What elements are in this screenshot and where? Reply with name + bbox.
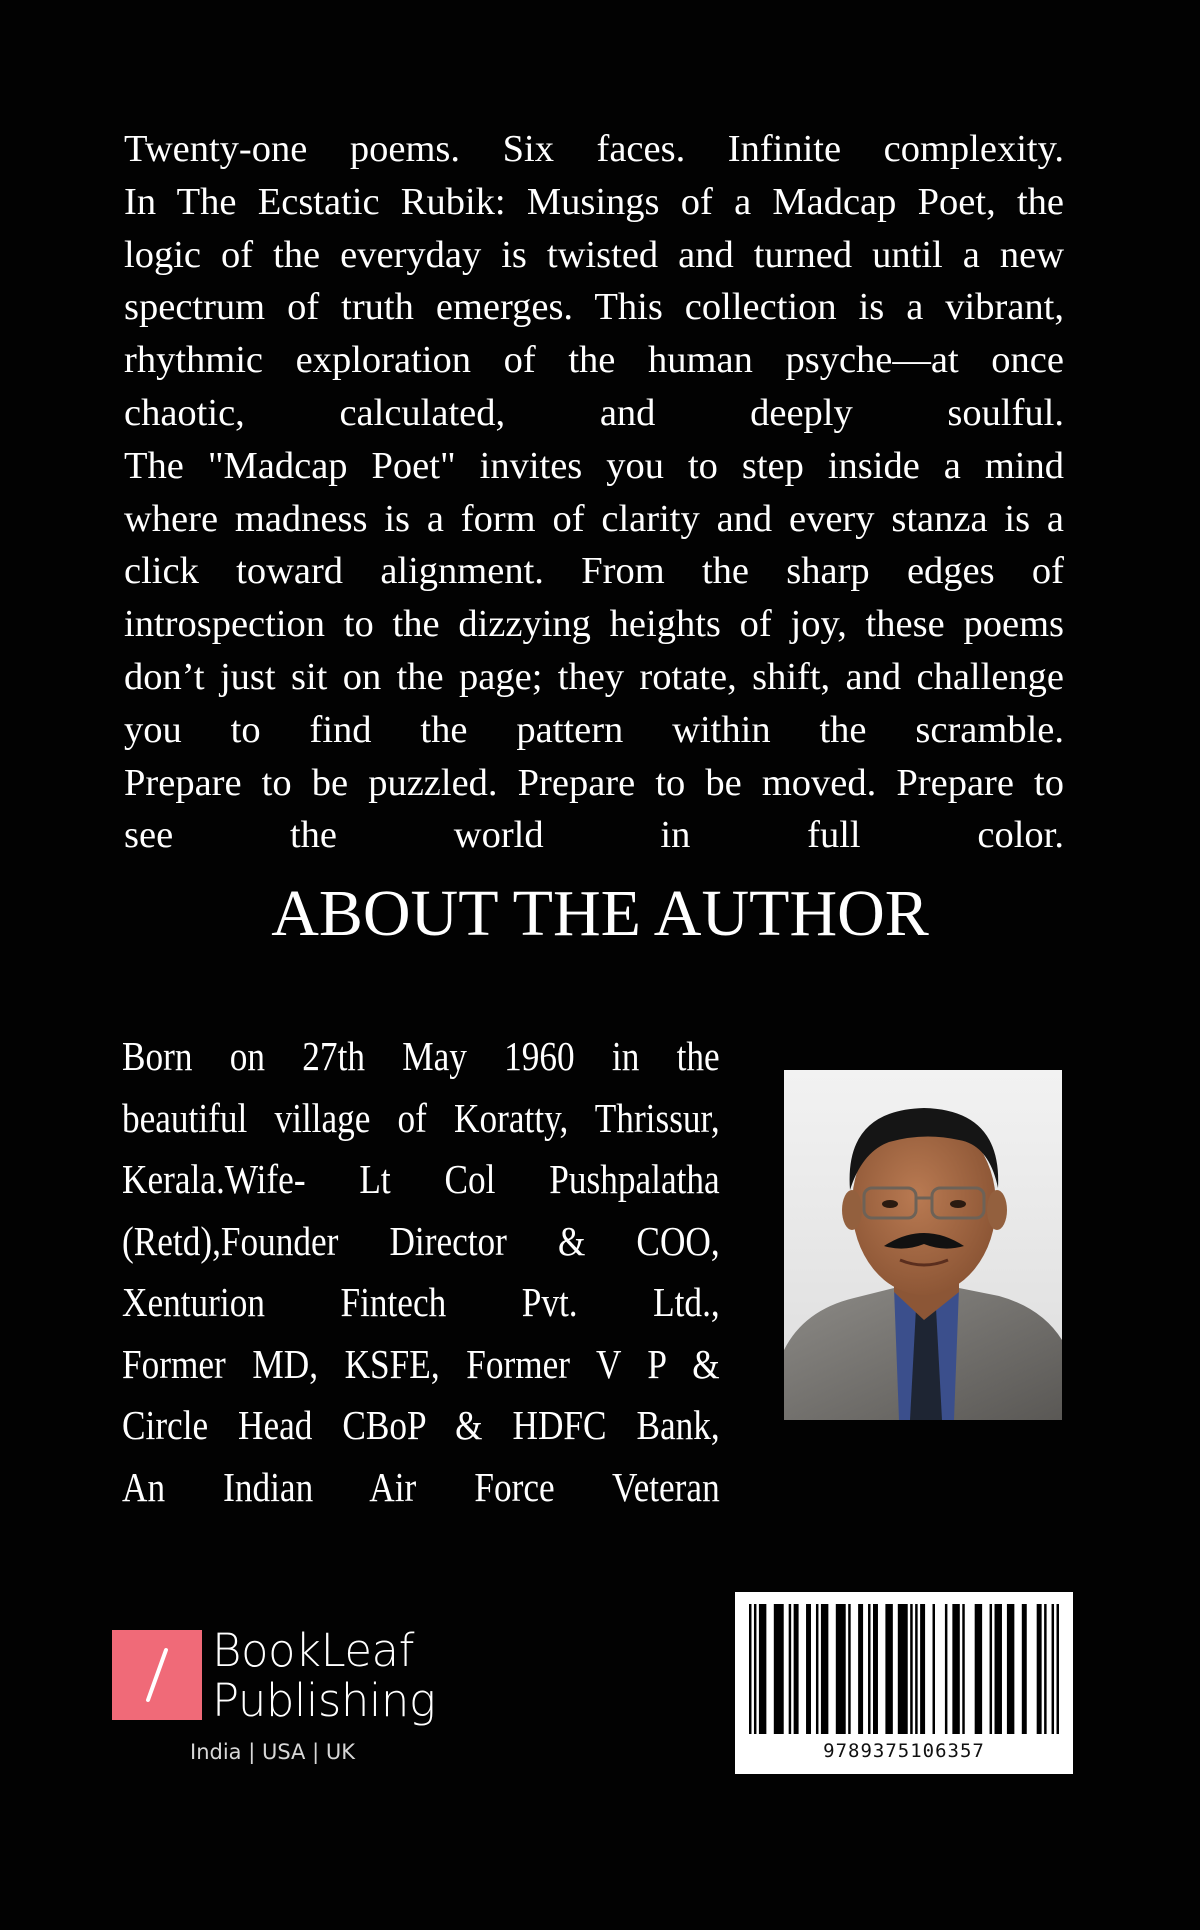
barcode-bar xyxy=(836,1604,846,1734)
barcode-bar xyxy=(1057,1604,1059,1734)
blurb-line: chaotic, calculated, and deeply soulful. xyxy=(124,391,1064,434)
about-the-author-heading: ABOUT THE AUTHOR xyxy=(271,877,929,950)
logo-mark xyxy=(112,1630,202,1720)
publisher-name-line2: Publishing xyxy=(212,1674,436,1727)
isbn-number: 9789375106357 xyxy=(823,1740,985,1762)
barcode-bar xyxy=(759,1604,766,1734)
blurb-line: see the world in full color. xyxy=(124,814,1064,857)
blurb-line: you to find the pattern within the scramble. xyxy=(124,708,1064,751)
bio-line: Xenturion Fintech Pvt. Ltd., xyxy=(122,1279,720,1325)
barcode-bar xyxy=(848,1604,850,1734)
barcode-bar xyxy=(1052,1604,1054,1734)
bio-line: Born on 27th May 1960 in the xyxy=(122,1033,720,1079)
barcode-bar xyxy=(749,1604,751,1734)
barcode-bar xyxy=(910,1604,912,1734)
barcode-bar xyxy=(885,1604,892,1734)
blurb-line: In The Ecstatic Rubik: Musings of a Madcap Poet, the xyxy=(124,180,1064,223)
barcode-bar xyxy=(794,1604,799,1734)
barcode-bar xyxy=(821,1604,828,1734)
blurb-line: click toward alignment. From the sharp edges of xyxy=(124,550,1064,593)
barcode-bar xyxy=(995,1604,1002,1734)
author-bio xyxy=(122,1026,720,1518)
barcode-bar xyxy=(1022,1604,1027,1734)
bio-line: (Retd),Founder Director & COO, xyxy=(122,1217,720,1264)
blurb-line: don’t just sit on the page; they rotate, shift, and challenge xyxy=(124,655,1064,698)
barcode-bar xyxy=(933,1604,935,1734)
blurb-line: Twenty-one poems. Six faces. Infinite complexity. xyxy=(124,128,1064,170)
isbn-barcode xyxy=(735,1592,1073,1774)
bio-line: Circle Head CBoP & HDFC Bank, xyxy=(122,1402,720,1448)
barcode-bar xyxy=(1007,1604,1014,1734)
barcode-bar xyxy=(789,1604,791,1734)
barcode-bar xyxy=(920,1604,925,1734)
barcode-bar xyxy=(1044,1604,1046,1734)
barcode-bar xyxy=(774,1604,784,1734)
bookleaf-publishing-logo xyxy=(112,1624,452,1770)
blurb-line: Prepare to be puzzled. Prepare to be moved. Prepare to xyxy=(124,761,1064,804)
publisher-regions: India | USA | UK xyxy=(190,1740,355,1764)
barcode-bar xyxy=(1037,1604,1042,1734)
barcode-bar xyxy=(898,1604,908,1734)
blurb-line: spectrum of truth emerges. This collection is a vibrant, xyxy=(124,286,1064,329)
bio-line: An Indian Air Force Veteran xyxy=(122,1463,720,1510)
barcode-bar xyxy=(806,1604,811,1734)
barcode-bar xyxy=(915,1604,917,1734)
blurb-line: The "Madcap Poet" invites you to step inside a mind xyxy=(124,444,1064,487)
barcode-bar xyxy=(868,1604,870,1734)
barcode-bar xyxy=(873,1604,878,1734)
publisher-name-line1: BookLeaf xyxy=(212,1624,414,1677)
blurb-line: rhythmic exploration of the human psyche—at once xyxy=(124,339,1064,382)
barcode-bar xyxy=(858,1604,863,1734)
author-photo xyxy=(784,1070,1062,1420)
blurb-line: introspection to the dizzying heights of joy, these poems xyxy=(124,603,1064,646)
barcode-bar xyxy=(962,1604,964,1734)
barcode-bars xyxy=(735,1592,1073,1742)
barcode-bar xyxy=(952,1604,959,1734)
barcode-bar xyxy=(816,1604,818,1734)
blurb-line: logic of the everyday is twisted and turned until a new xyxy=(124,233,1064,276)
bio-line: beautiful village of Koratty, Thrissur, xyxy=(122,1094,720,1141)
blurb-line: where madness is a form of clarity and every stanza is a xyxy=(124,497,1064,540)
book-blurb xyxy=(124,123,1064,862)
barcode-bar xyxy=(754,1604,756,1734)
bio-line: Kerala.Wife- Lt Col Pushpalatha xyxy=(122,1156,720,1202)
barcode-bar xyxy=(990,1604,992,1734)
slash-icon xyxy=(140,1646,174,1704)
barcode-bar xyxy=(945,1604,947,1734)
publisher-name xyxy=(212,1626,435,1726)
bio-line: Former MD, KSFE, Former V P & xyxy=(122,1340,720,1387)
barcode-bar xyxy=(975,1604,982,1734)
